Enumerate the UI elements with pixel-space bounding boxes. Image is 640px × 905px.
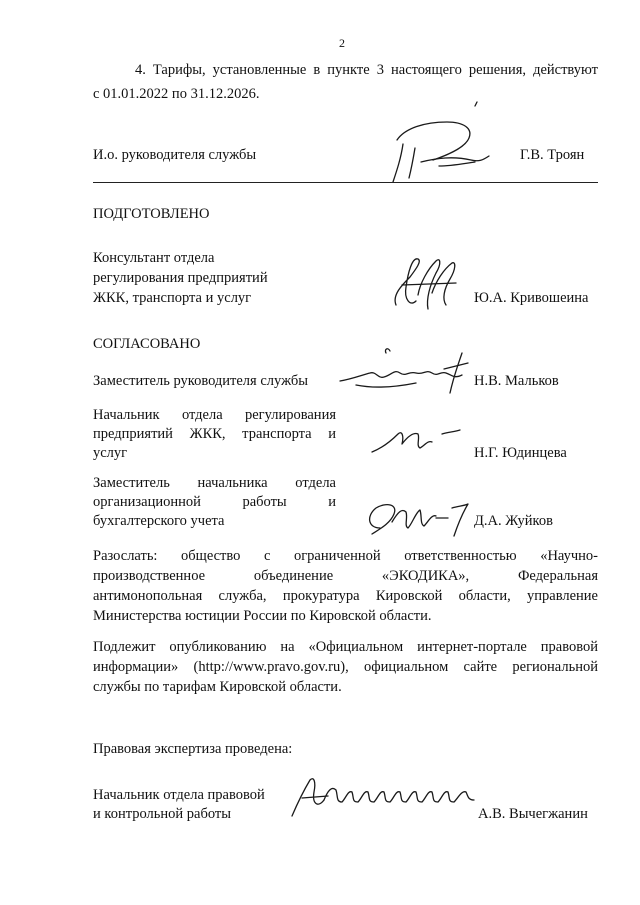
signer2-position-line3: услуг — [93, 445, 128, 461]
prepared-signature — [388, 255, 463, 315]
prepared-name: Ю.А. Кривошеина — [474, 290, 589, 306]
legal-review-position-line2: и контрольной работы — [93, 806, 231, 822]
publication-line1: Подлежит опубликованию на «Официальном интернет-портале правовой — [93, 639, 598, 655]
distribution-line1: Разослать: общество с ограниченной ответственностью «Научно- — [93, 548, 598, 564]
signer2-name: Н.Г. Юдинцева — [474, 445, 567, 461]
head-name: Г.В. Троян — [520, 147, 585, 163]
legal-review-position-line1: Начальник отдела правовой — [93, 787, 265, 803]
agreed-heading: СОГЛАСОВАНО — [93, 336, 201, 352]
prepared-position-line3: ЖКК, транспорта и услуг — [93, 290, 252, 306]
signer2-signature — [368, 420, 468, 460]
tariff-clause-line1: 4. Тарифы, установленные в пункте 3 настоящего решения, действуют — [135, 62, 598, 78]
distribution-line2: производственное объединение «ЭКОДИКА», Федеральная — [93, 568, 598, 584]
signer3-position-line2: организационной работы и — [93, 494, 336, 510]
signer1-position-line1: Заместитель руководителя службы — [93, 373, 309, 389]
head-signature — [385, 100, 495, 185]
signer2-position-line1: Начальник отдела регулирования — [93, 407, 336, 423]
prepared-heading: ПОДГОТОВЛЕНО — [93, 206, 210, 222]
separator-line — [93, 182, 598, 183]
signer3-position-line1: Заместитель начальника отдела — [93, 475, 336, 491]
legal-review-signature — [288, 772, 488, 822]
legal-review-name: А.В. Вычегжанин — [478, 806, 588, 822]
legal-review-heading: Правовая экспертиза проведена: — [93, 741, 293, 757]
signer1-signature — [336, 345, 476, 400]
prepared-position-line2: регулирования предприятий — [93, 270, 268, 286]
page-number: 2 — [339, 36, 345, 50]
signer3-name: Д.А. Жуйков — [474, 513, 553, 529]
publication-line2: информации» (http://www.pravo.gov.ru), официальном сайте региональной — [93, 659, 598, 675]
publication-line3: службы по тарифам Кировской области. — [93, 679, 342, 695]
head-position: И.о. руководителя службы — [93, 147, 257, 163]
signer2-position-line2: предприятий ЖКК, транспорта и — [93, 426, 336, 442]
distribution-line3: антимонопольная служба, прокуратура Кировской области, управление — [93, 588, 598, 604]
signer3-position-line3: бухгалтерского учета — [93, 513, 225, 529]
signer1-name: Н.В. Мальков — [474, 373, 559, 389]
distribution-line4: Министерства юстиции России по Кировской области. — [93, 608, 432, 624]
tariff-clause-line2: с 01.01.2022 по 31.12.2026. — [93, 86, 260, 102]
signer3-signature — [362, 498, 472, 540]
prepared-position-line1: Консультант отдела — [93, 250, 215, 266]
